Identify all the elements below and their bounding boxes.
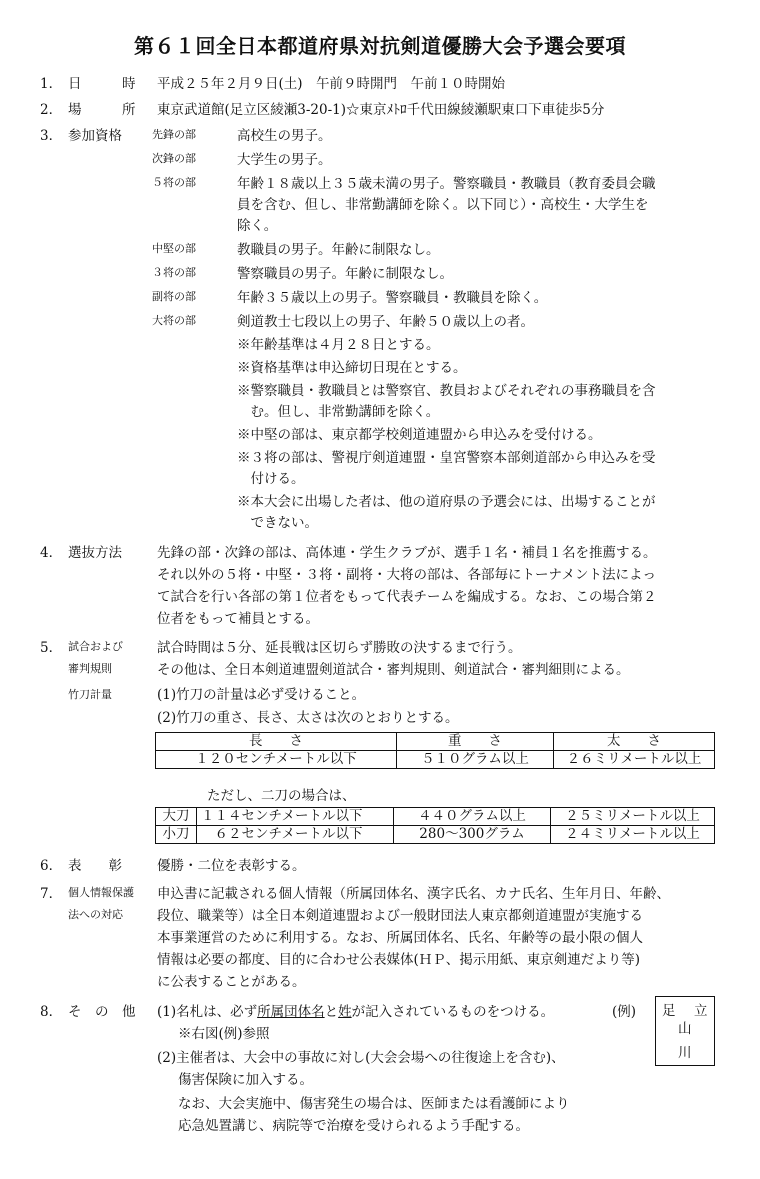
note-sansho-entry-1: ※３将の部は、警視庁剣道連盟・皇宮警察本部剣道部から申込みを受 bbox=[237, 450, 656, 466]
section-2-number: 2． bbox=[40, 102, 63, 118]
daito-weight: ４４０グラム以上 bbox=[394, 808, 551, 826]
section-7-number: 7． bbox=[40, 886, 63, 902]
section-7-label-1: 個人情報保護 bbox=[68, 886, 134, 899]
section-3-number: 3． bbox=[40, 128, 63, 144]
qual-taisho: 剣道教士七段以上の男子、年齢５０歳以上の者。 bbox=[237, 314, 534, 330]
section-2-label: 場 所 bbox=[68, 102, 136, 118]
injury-line-2: 応急処置講じ、病院等で治療を受けられるよう手配する。 bbox=[178, 1118, 529, 1134]
header-thickness: 太 さ bbox=[554, 733, 715, 751]
nito-note: ただし、二刀の場合は、 bbox=[207, 788, 356, 804]
qual-goshou-line-3: 除く。 bbox=[237, 218, 278, 234]
section-5-number: 5． bbox=[40, 640, 63, 656]
header-length: 長 さ bbox=[156, 733, 397, 751]
note-staff-definition-2: む。但し、非常勤講師を除く。 bbox=[237, 404, 440, 420]
nametag-char-4: 川 bbox=[678, 1045, 692, 1061]
privacy-line-5: に公表することがある。 bbox=[157, 974, 306, 990]
section-2-text: 東京武道館(足立区綾瀬3-20-1)☆東京ﾒﾄﾛ千代田線綾瀬駅東口下車徒歩5分 bbox=[157, 102, 605, 118]
section-3-label: 参加資格 bbox=[68, 128, 122, 144]
nametag-char-1: 足 bbox=[662, 1003, 676, 1019]
note-other-prefecture-1: ※本大会に出場した者は、他の道府県の予選会には、出場することが bbox=[237, 494, 656, 510]
qual-fukusho: 年齢３５歳以上の男子。警察職員・教職員を除く。 bbox=[237, 290, 548, 306]
injury-line-1: なお、大会実施中、傷害発生の場合は、医師または看護師により bbox=[178, 1096, 570, 1112]
nito-spec-table bbox=[155, 807, 715, 844]
selection-line-2: それ以外の５将・中堅・３将・副将・大将の部は、各部毎にトーナメント法によっ bbox=[157, 567, 656, 583]
daito-length: １１４センチメートル以下 bbox=[197, 808, 394, 826]
sub-label-fukusho: 副将の部 bbox=[152, 290, 196, 303]
shoto-thickness: ２４ミリメートル以上 bbox=[551, 826, 715, 844]
qual-sansho: 警察職員の男子。年齢に制限なし。 bbox=[237, 266, 453, 282]
note-other-prefecture-2: できない。 bbox=[237, 515, 318, 531]
section-1-text: 平成２５年２月９日(土) 午前９時開門 午前１０時開始 bbox=[157, 76, 506, 92]
nametag-char-2: 立 bbox=[694, 1003, 708, 1019]
match-rule-line-1: 試合時間は５分、延長戦は区切らず勝敗の決するまで行う。 bbox=[157, 640, 522, 656]
example-label: (例) bbox=[612, 1004, 637, 1020]
section-4-label: 選抜方法 bbox=[68, 545, 122, 561]
match-rule-line-2: その他は、全日本剣道連盟剣道試合・審判規則、剣道試合・審判細則による。 bbox=[157, 662, 630, 678]
see-example-note: ※右図(例)参照 bbox=[178, 1026, 270, 1042]
nametag-rule bbox=[157, 1000, 554, 1020]
section-1-label: 日 時 bbox=[68, 76, 136, 92]
sub-label-goshou: ５将の部 bbox=[152, 176, 196, 189]
shoto-length: ６２センチメートル以下 bbox=[197, 826, 394, 844]
shinai-rule-2: (2)竹刀の重さ、長さ、太さは次のとおりとする。 bbox=[157, 710, 459, 726]
note-sansho-entry-2: 付ける。 bbox=[237, 471, 305, 487]
nametag-char-3: 山 bbox=[678, 1021, 692, 1037]
qual-goshou-line-1: 年齢１８歳以上３５歳未満の男子。警察職員・教職員（教育委員会職 bbox=[237, 176, 656, 192]
sub-label-senpo: 先鋒の部 bbox=[152, 128, 196, 141]
nito-label-daito: 大刀 bbox=[156, 808, 197, 826]
qual-chuken: 教職員の男子。年齢に制限なし。 bbox=[237, 242, 440, 258]
insurance-line-2: 傷害保険に加入する。 bbox=[178, 1072, 313, 1088]
nametag-example-box bbox=[655, 996, 715, 1066]
section-1-number: 1． bbox=[40, 76, 63, 92]
selection-line-1: 先鋒の部・次鋒の部は、高体連・学生クラブが、選手１名・補員１名を推薦する。 bbox=[157, 545, 657, 561]
note-chuken-entry: ※中堅の部は、東京都学校剣道連盟から申込みを受付ける。 bbox=[237, 427, 602, 443]
privacy-line-2: 段位、職業等）は全日本剣道連盟および一般財団法人東京都剣道連盟が実施する bbox=[157, 908, 643, 924]
qual-jiho: 大学生の男子。 bbox=[237, 152, 332, 168]
note-qualification-basis: ※資格基準は申込締切日現在とする。 bbox=[237, 360, 467, 376]
selection-line-3: て試合を行い各部の第１位者をもって代表チームを編成する。なお、この場合第２ bbox=[157, 589, 657, 605]
shinai-rule-1: (1)竹刀の計量は必ず受けること。 bbox=[157, 687, 366, 703]
section-8-number: 8． bbox=[40, 1004, 63, 1020]
section-5-label-1: 試合および bbox=[68, 640, 123, 653]
selection-line-4: 位者をもって補員とする。 bbox=[157, 611, 319, 627]
qual-goshou-line-2: 員を含む、但し、非常勤講師を除く。以下同じ）・高校生・大学生を bbox=[237, 197, 649, 213]
nametag-rule-post: が記入されているものをつける。 bbox=[351, 1004, 555, 1020]
shoto-weight: 280～300グラム bbox=[394, 826, 551, 844]
daito-thickness: ２５ミリメートル以上 bbox=[551, 808, 715, 826]
section-6-label: 表 彰 bbox=[68, 858, 122, 874]
cell-length: １２０センチメートル以下 bbox=[156, 751, 397, 769]
award-text: 優勝・二位を表彰する。 bbox=[157, 858, 306, 874]
nametag-rule-surname: 姓 bbox=[338, 1004, 352, 1020]
nametag-rule-mid: と bbox=[324, 1004, 339, 1020]
header-weight: 重 さ bbox=[397, 733, 554, 751]
sub-label-taisho: 大将の部 bbox=[152, 314, 196, 327]
privacy-line-3: 本事業運営のために利用する。なお、所属団体名、氏名、年齢等の最小限の個人 bbox=[157, 930, 643, 946]
section-7-label-2: 法への対応 bbox=[68, 908, 123, 921]
nametag-rule-pre: (1)名札は、必ず bbox=[157, 1004, 258, 1020]
privacy-line-1: 申込書に記載される個人情報（所属団体名、漢字氏名、カナ氏名、生年月日、年齢、 bbox=[157, 886, 670, 902]
section-6-number: 6． bbox=[40, 858, 63, 874]
sub-label-jiho: 次鋒の部 bbox=[152, 152, 196, 165]
section-5-label-3: 竹刀計量 bbox=[68, 688, 112, 701]
cell-weight: ５１０グラム以上 bbox=[397, 751, 554, 769]
shinai-spec-table bbox=[155, 732, 715, 769]
insurance-line-1: (2)主催者は、大会中の事故に対し(大会会場への往復途上を含む)、 bbox=[157, 1050, 565, 1066]
note-age-basis: ※年齢基準は４月２８日とする。 bbox=[237, 337, 440, 353]
section-4-number: 4． bbox=[40, 545, 63, 561]
section-8-label: そ の 他 bbox=[68, 1004, 136, 1020]
page-title: 第６１回全日本都道府県対抗剣道優勝大会予選会要項 bbox=[134, 34, 626, 58]
privacy-line-4: 情報は必要の都度、目的に合わせ公表媒体(ＨＰ、掲示用紙、東京剣連だより等) bbox=[157, 952, 641, 968]
sub-label-chuken: 中堅の部 bbox=[152, 242, 196, 255]
sub-label-sansho: ３将の部 bbox=[152, 266, 196, 279]
note-staff-definition-1: ※警察職員・教職員とは警察官、教員およびそれぞれの事務職員を含 bbox=[237, 383, 656, 399]
nametag-rule-org: 所属団体名 bbox=[257, 1004, 325, 1020]
nito-label-shoto: 小刀 bbox=[156, 826, 197, 844]
cell-thickness: ２６ミリメートル以上 bbox=[554, 751, 715, 769]
section-5-label-2: 審判規則 bbox=[68, 662, 112, 675]
qual-senpo: 高校生の男子。 bbox=[237, 128, 332, 144]
